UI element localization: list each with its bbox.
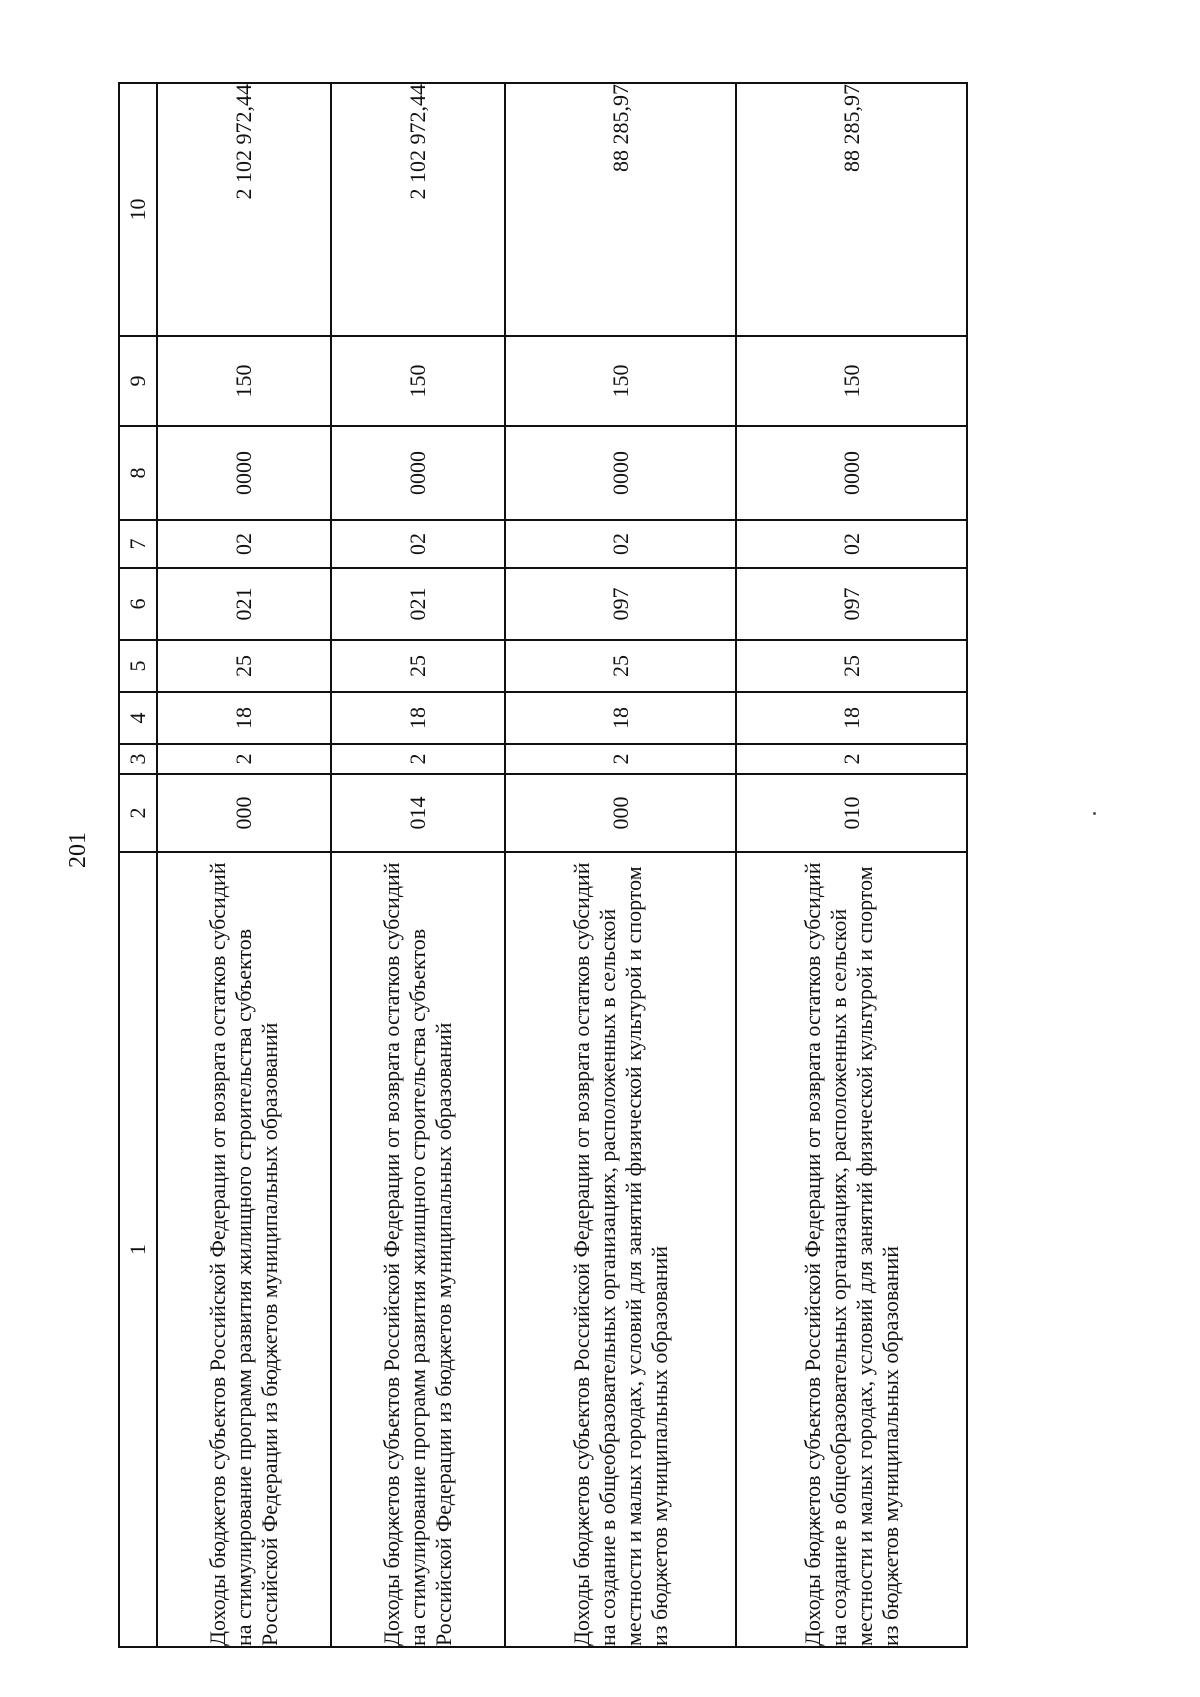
header-col-3: 3	[119, 744, 157, 774]
cell-subarticle: 097	[505, 568, 736, 640]
cell-program: 0000	[157, 426, 331, 520]
row-description: Доходы бюджетов субъектов Российской Федерации от возврата остатков субсидий на создание в общеобразовательных организациях, расположенных в сельской местности и малых городах, условий для занятий физической культурой и спортом из бюджетов муниципальных образований	[736, 852, 967, 1647]
scan-speck	[1093, 812, 1096, 815]
cell-admin-code: 010	[736, 774, 967, 852]
cell-program: 0000	[331, 426, 505, 520]
cell-group: 2	[505, 744, 736, 774]
cell-classification: 150	[736, 336, 967, 426]
cell-article: 25	[736, 640, 967, 692]
row-description: Доходы бюджетов субъектов Российской Федерации от возврата остатков субсидий на стимулирование программ развития жилищного строительства субъектов Российской Федерации из бюджетов муниципальных образований	[331, 852, 505, 1647]
cell-admin-code: 014	[331, 774, 505, 852]
cell-subgroup: 18	[505, 692, 736, 744]
cell-article: 25	[505, 640, 736, 692]
table-container	[118, 84, 968, 1648]
cell-amount: 88 285,97	[736, 83, 967, 336]
cell-subarticle: 021	[331, 568, 505, 640]
cell-subgroup: 18	[331, 692, 505, 744]
header-col-10: 10	[119, 83, 157, 336]
table-row	[736, 83, 967, 1647]
header-col-9: 9	[119, 336, 157, 426]
cell-classification: 150	[505, 336, 736, 426]
cell-subgroup: 18	[157, 692, 331, 744]
row-description: Доходы бюджетов субъектов Российской Федерации от возврата остатков субсидий на стимулирование программ развития жилищного строительства субъектов Российской Федерации из бюджетов муниципальных образований	[157, 852, 331, 1647]
header-col-6: 6	[119, 568, 157, 640]
cell-group: 2	[331, 744, 505, 774]
cell-subarticle: 021	[157, 568, 331, 640]
cell-element: 02	[331, 520, 505, 568]
cell-program: 0000	[736, 426, 967, 520]
cell-element: 02	[736, 520, 967, 568]
cell-element: 02	[505, 520, 736, 568]
row-description: Доходы бюджетов субъектов Российской Федерации от возврата остатков субсидий на создание в общеобразовательных организациях, расположенных в сельской местности и малых городах, условий для занятий физической культурой и спортом из бюджетов муниципальных образований	[505, 852, 736, 1647]
cell-admin-code: 000	[505, 774, 736, 852]
cell-amount: 2 102 972,44	[331, 83, 505, 336]
cell-admin-code: 000	[157, 774, 331, 852]
cell-amount: 88 285,97	[505, 83, 736, 336]
cell-program: 0000	[505, 426, 736, 520]
cell-classification: 150	[331, 336, 505, 426]
header-col-1: 1	[119, 852, 157, 1647]
header-row	[119, 83, 157, 1647]
header-col-5: 5	[119, 640, 157, 692]
budget-revenue-table	[118, 82, 968, 1648]
header-col-7: 7	[119, 520, 157, 568]
cell-element: 02	[157, 520, 331, 568]
cell-article: 25	[157, 640, 331, 692]
cell-amount: 2 102 972,44	[157, 83, 331, 336]
header-col-2: 2	[119, 774, 157, 852]
header-col-4: 4	[119, 692, 157, 744]
page-number: 201	[65, 832, 91, 868]
cell-group: 2	[157, 744, 331, 774]
cell-group: 2	[736, 744, 967, 774]
table-row	[331, 83, 505, 1647]
cell-classification: 150	[157, 336, 331, 426]
cell-article: 25	[331, 640, 505, 692]
cell-subgroup: 18	[736, 692, 967, 744]
table-row	[157, 83, 331, 1647]
table-row	[505, 83, 736, 1647]
header-col-8: 8	[119, 426, 157, 520]
cell-subarticle: 097	[736, 568, 967, 640]
rotated-table	[118, 84, 968, 1648]
